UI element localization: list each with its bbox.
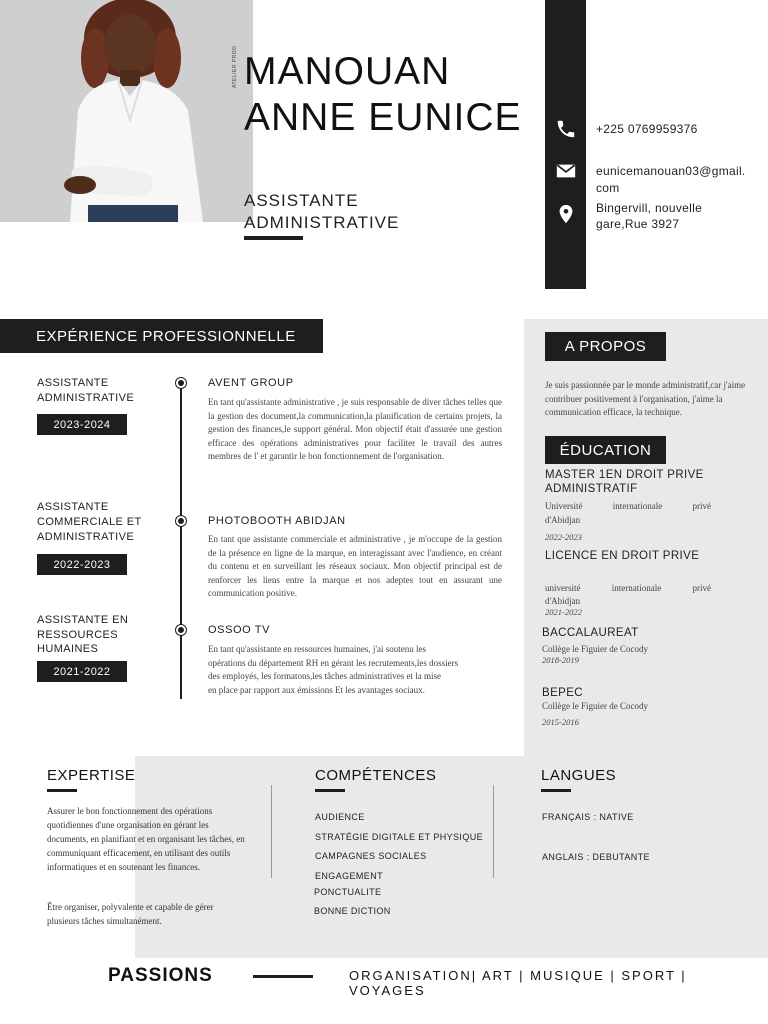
exp1-description: En tant qu'assistante administrative , je suis responsable de diver tâches telles que la gestion des document,la communication,la planification de certains projets, la gestion des finances,le support général. Mon objectif était d'assurée une gestion efficace des opérations administratives pour faciliter le travail des autres membres de l' et garantir le bon fonctionnement de l'organisation.	[208, 397, 502, 462]
exp3-description-line2: opérations du département RH en gérant les recrutements,les dossiers	[208, 658, 459, 668]
skill-item: AUDIENCE	[315, 812, 365, 822]
passions-list: ORGANISATION| ART | MUSIQUE | SPORT | VOYAGES	[349, 968, 687, 998]
experience-section-title: EXPÉRIENCE PROFESSIONNELLE	[0, 319, 323, 353]
exp1-role-line2: ADMINISTRATIVE	[37, 392, 135, 404]
expertise-paragraph2: Être organiser, polyvalente et capable de gérer plusieurs tâches simultanément.	[47, 902, 214, 926]
passions-divider	[253, 975, 313, 978]
skill-item: CAMPAGNES SOCIALES	[315, 851, 427, 861]
skill-item: STRATÉGIE DIGITALE ET PHYSIQUE	[315, 832, 484, 842]
exp3-role-line2: RESSOURCES	[37, 629, 119, 641]
portrait-illustration	[0, 0, 253, 222]
email-line1: eunicemanouan03@gmail.	[596, 164, 746, 178]
edu4-title: BEPEC	[542, 687, 583, 699]
edu3-school: Collège le Figuier de Cocody	[542, 644, 648, 654]
job-title-underline	[244, 236, 303, 240]
job-title-line1: ASSISTANTE	[244, 191, 359, 210]
exp2-role-line1: ASSISTANTE	[37, 501, 109, 513]
language-item: ANGLAIS : DEBUTANTE	[542, 852, 650, 862]
exp3-description-line1: En tant qu'assistante en ressources humaines, j'ai soutenu les	[208, 644, 426, 654]
edu1-school-line1: Université internationale privé	[545, 501, 711, 511]
skill-item: BONNE DICTION	[314, 906, 391, 916]
edu2-school-line2: d'Abidjan	[545, 596, 581, 606]
contact-bar	[545, 0, 586, 289]
profile-photo	[0, 0, 253, 222]
timeline-dot	[176, 516, 186, 526]
timeline-dot	[176, 378, 186, 388]
timeline-dot	[176, 625, 186, 635]
edu1-title-line2: ADMINISTRATIF	[545, 483, 638, 495]
phone-icon	[555, 118, 577, 140]
name-second-line: ANNE EUNICE	[244, 96, 522, 139]
about-section-title: A PROPOS	[545, 332, 666, 361]
edu3-years: 2018-2019	[542, 655, 579, 665]
edu4-school: Collège le Figuier de Cocody	[542, 701, 648, 711]
exp2-years-badge: 2022-2023	[37, 554, 127, 575]
about-text: Je suis passionnée par le monde administratif,car j'aime contribuer positivement à l'organisation, j'aime la communication efficace, la technique.	[545, 380, 746, 417]
address-line2: gare,Rue 3927	[596, 217, 680, 231]
language-item: FRANÇAIS : NATIVE	[542, 812, 634, 822]
passions-section-title: PASSIONS	[108, 965, 213, 986]
skill-item: PONCTUALITE	[314, 887, 382, 897]
expertise-underline	[47, 789, 77, 792]
edu1-school-line2: d'Abidjan	[545, 515, 581, 525]
exp2-description: En tant que assistante commerciale et administrative , je m'occupe de la gestion de la présence en ligne de la marque, en interagissant avec l'audience, en créant du contenu et en surveillant les réseaux sociaux. Mon objectif principal est de renforcer les liens entre la marque et nos adeptes tout en assurant une communication positive.	[208, 534, 502, 599]
edu1-title-line1: MASTER 1EN DROIT PRIVE	[545, 469, 704, 481]
email-line2: com	[596, 181, 620, 195]
exp1-years-badge: 2023-2024	[37, 414, 127, 435]
education-section-title: ÉDUCATION	[545, 436, 666, 464]
location-pin-icon	[555, 203, 577, 225]
expertise-section-title: EXPERTISE	[47, 767, 136, 784]
edu1-years: 2022-2023	[545, 532, 582, 542]
mail-icon	[555, 160, 577, 182]
edu4-years: 2015-2016	[542, 717, 579, 727]
column-divider	[271, 785, 272, 878]
exp3-description-line4: en place par rapport aux émissions Et les avantages sociaux.	[208, 685, 425, 695]
exp2-company: PHOTOBOOTH ABIDJAN	[208, 515, 346, 527]
languages-underline	[541, 789, 571, 792]
job-title-line2: ADMINISTRATIVE	[244, 213, 400, 232]
edu3-title: BACCALAUREAT	[542, 627, 639, 639]
column-divider	[493, 785, 494, 878]
timeline-line	[180, 383, 182, 699]
expertise-paragraph1: Assurer le bon fonctionnement des opérations quotidiennes d'une organisation en gérant les documents, en planifiant et en organisant les tâches, en communiquant efficacement, en utilisant des outils informatiques et en soutenant les finances.	[47, 806, 245, 872]
exp3-role-line3: HUMAINES	[37, 643, 99, 655]
edu2-school-line1: université internationale privé	[545, 583, 711, 593]
exp1-role-line1: ASSISTANTE	[37, 377, 109, 389]
exp2-role-line2: COMMERCIALE ET	[37, 516, 142, 528]
edu2-title: LICENCE EN DROIT PRIVE	[545, 550, 700, 562]
credit-label: ATELIER PROD	[232, 45, 238, 88]
exp1-company: AVENT GROUP	[208, 377, 294, 389]
name-first-line: MANOUAN	[244, 50, 451, 93]
exp3-description-line3: des employés, les formatons,les tâches administratives et la mise	[208, 671, 441, 681]
address-line1: Bingervill, nouvelle	[596, 201, 703, 215]
skills-underline	[315, 789, 345, 792]
languages-section-title: LANGUES	[541, 767, 617, 784]
exp3-years-badge: 2021-2022	[37, 661, 127, 682]
phone-number: +225 0769959376	[596, 122, 698, 136]
exp3-company: OSSOO TV	[208, 624, 271, 636]
exp3-role-line1: ASSISTANTE EN	[37, 614, 129, 626]
exp2-role-line3: ADMINISTRATIVE	[37, 531, 135, 543]
skills-section-title: COMPÉTENCES	[315, 767, 437, 784]
edu2-years: 2021-2022	[545, 607, 582, 617]
skill-item: ENGAGEMENT	[315, 871, 384, 881]
